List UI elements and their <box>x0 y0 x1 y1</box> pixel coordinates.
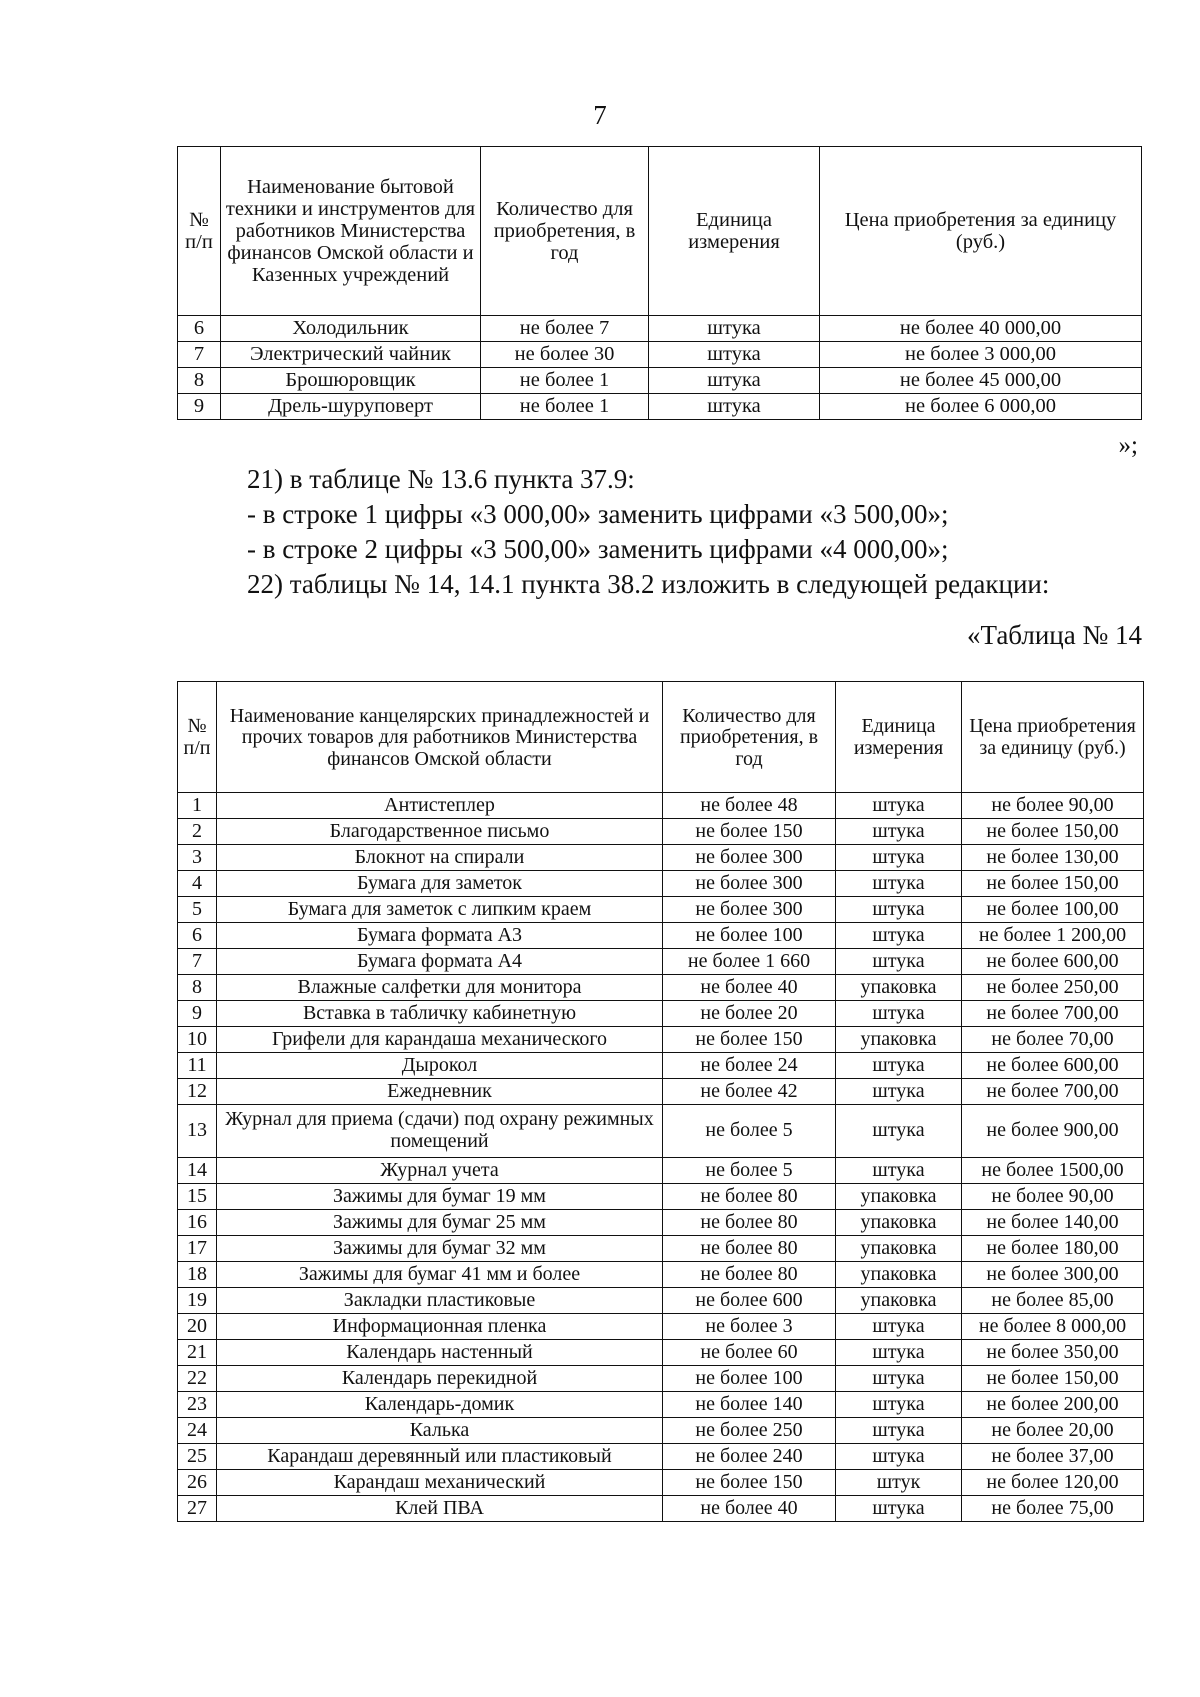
item-name-cell: Влажные салфетки для монитора <box>217 975 663 1001</box>
item-name-cell: Журнал учета <box>217 1158 663 1184</box>
row-number-cell: 11 <box>178 1053 217 1079</box>
table-row <box>178 1079 1144 1105</box>
row-number-cell: 5 <box>178 897 217 923</box>
page-number: 7 <box>593 100 607 130</box>
unit-cell: штука <box>836 1314 962 1340</box>
item-name-cell: Дырокол <box>217 1053 663 1079</box>
unit-cell: штука <box>836 1418 962 1444</box>
price-cell: не более 600,00 <box>962 1053 1144 1079</box>
quantity-cell: не более 150 <box>663 1470 836 1496</box>
unit-cell: штука <box>836 1496 962 1522</box>
column-header: № п/п <box>178 147 221 316</box>
table-row <box>178 1184 1144 1210</box>
quantity-cell: не более 5 <box>663 1105 836 1158</box>
price-cell: не более 700,00 <box>962 1079 1144 1105</box>
price-cell: не более 700,00 <box>962 1001 1144 1027</box>
unit-cell: штука <box>649 394 820 420</box>
row-number-cell: 7 <box>178 949 217 975</box>
row-number-cell: 27 <box>178 1496 217 1522</box>
unit-cell: штука <box>836 1366 962 1392</box>
row-number-cell: 1 <box>178 793 217 819</box>
price-cell: не более 6 000,00 <box>820 394 1142 420</box>
quantity-cell: не более 48 <box>663 793 836 819</box>
item-name-cell: Зажимы для бумаг 25 мм <box>217 1210 663 1236</box>
row-number-cell: 25 <box>178 1444 217 1470</box>
table-row <box>178 1105 1144 1158</box>
table-row <box>178 1236 1144 1262</box>
unit-cell: штука <box>836 1444 962 1470</box>
quantity-cell: не более 80 <box>663 1184 836 1210</box>
table-row <box>178 923 1144 949</box>
table-row <box>178 1340 1144 1366</box>
item-name-cell: Журнал для приема (сдачи) под охрану режимных помещений <box>217 1105 663 1158</box>
item-name-cell: Календарь перекидной <box>217 1366 663 1392</box>
item-name-cell: Вставка в табличку кабинетную <box>217 1001 663 1027</box>
quantity-cell: не более 20 <box>663 1001 836 1027</box>
row-number-cell: 8 <box>178 368 221 394</box>
unit-cell: штука <box>836 1053 962 1079</box>
household-appliances-table <box>177 146 1142 420</box>
office-supplies-table <box>177 681 1144 1522</box>
unit-cell: штука <box>836 1105 962 1158</box>
row-number-cell: 7 <box>178 342 221 368</box>
table-caption: «Таблица № 14 <box>967 620 1142 650</box>
item-name-cell: Холодильник <box>221 316 481 342</box>
table-row <box>178 316 1142 342</box>
item-name-cell: Календарь-домик <box>217 1392 663 1418</box>
table-row <box>178 845 1144 871</box>
quantity-cell: не более 24 <box>663 1053 836 1079</box>
column-header: Количество для приобретения, в год <box>481 147 649 316</box>
table-row <box>178 1158 1144 1184</box>
unit-cell: упаковка <box>836 1262 962 1288</box>
item-name-cell: Грифели для карандаша механического <box>217 1027 663 1053</box>
price-cell: не более 150,00 <box>962 819 1144 845</box>
price-cell: не более 180,00 <box>962 1236 1144 1262</box>
item-name-cell: Бумага формата А4 <box>217 949 663 975</box>
unit-cell: штука <box>836 1340 962 1366</box>
item-name-cell: Электрический чайник <box>221 342 481 368</box>
quantity-cell: не более 600 <box>663 1288 836 1314</box>
quantity-cell: не более 100 <box>663 923 836 949</box>
row-number-cell: 6 <box>178 923 217 949</box>
price-cell: не более 70,00 <box>962 1027 1144 1053</box>
table-row <box>178 1496 1144 1522</box>
price-cell: не более 20,00 <box>962 1418 1144 1444</box>
quantity-cell: не более 40 <box>663 975 836 1001</box>
quantity-cell: не более 150 <box>663 1027 836 1053</box>
item-name-cell: Брошюровщик <box>221 368 481 394</box>
price-cell: не более 1 200,00 <box>962 923 1144 949</box>
table-row <box>178 793 1144 819</box>
table-row <box>178 871 1144 897</box>
row-number-cell: 2 <box>178 819 217 845</box>
amendment-text <box>247 462 1049 602</box>
row-number-cell: 6 <box>178 316 221 342</box>
table-row <box>178 1418 1144 1444</box>
table-row <box>178 897 1144 923</box>
item-name-cell: Зажимы для бумаг 32 мм <box>217 1236 663 1262</box>
table-row <box>178 368 1142 394</box>
item-name-cell: Дрель-шуруповерт <box>221 394 481 420</box>
unit-cell: штука <box>836 949 962 975</box>
item-name-cell: Блокнот на спирали <box>217 845 663 871</box>
unit-cell: штука <box>836 1392 962 1418</box>
unit-cell: упаковка <box>836 1184 962 1210</box>
row-number-cell: 23 <box>178 1392 217 1418</box>
price-cell: не более 1500,00 <box>962 1158 1144 1184</box>
column-header: Цена приобретения за единицу (руб.) <box>820 147 1142 316</box>
unit-cell: упаковка <box>836 1288 962 1314</box>
table-row <box>178 949 1144 975</box>
row-number-cell: 21 <box>178 1340 217 1366</box>
table-row <box>178 1027 1144 1053</box>
paragraph: 21) в таблице № 13.6 пункта 37.9: <box>247 464 635 494</box>
table-row <box>178 1210 1144 1236</box>
row-number-cell: 20 <box>178 1314 217 1340</box>
price-cell: не более 600,00 <box>962 949 1144 975</box>
item-name-cell: Календарь настенный <box>217 1340 663 1366</box>
price-cell: не более 90,00 <box>962 793 1144 819</box>
row-number-cell: 14 <box>178 1158 217 1184</box>
table-row <box>178 1001 1144 1027</box>
unit-cell: штука <box>649 342 820 368</box>
row-number-cell: 8 <box>178 975 217 1001</box>
paragraph: - в строке 1 цифры «3 000,00» заменить цифрами «3 500,00»; <box>247 499 949 529</box>
unit-cell: штука <box>836 923 962 949</box>
table-row <box>178 1288 1144 1314</box>
row-number-cell: 18 <box>178 1262 217 1288</box>
row-number-cell: 22 <box>178 1366 217 1392</box>
price-cell: не более 140,00 <box>962 1210 1144 1236</box>
table-row <box>178 1444 1144 1470</box>
item-name-cell: Закладки пластиковые <box>217 1288 663 1314</box>
table-row <box>178 819 1144 845</box>
price-cell: не более 45 000,00 <box>820 368 1142 394</box>
price-cell: не более 90,00 <box>962 1184 1144 1210</box>
column-header: Единица измерения <box>836 682 962 793</box>
unit-cell: штука <box>836 793 962 819</box>
quantity-cell: не более 80 <box>663 1262 836 1288</box>
unit-cell: упаковка <box>836 1236 962 1262</box>
row-number-cell: 3 <box>178 845 217 871</box>
price-cell: не более 250,00 <box>962 975 1144 1001</box>
price-cell: не более 350,00 <box>962 1340 1144 1366</box>
table-row <box>178 975 1144 1001</box>
table-row <box>178 1262 1144 1288</box>
table-row <box>178 342 1142 368</box>
price-cell: не более 300,00 <box>962 1262 1144 1288</box>
row-number-cell: 15 <box>178 1184 217 1210</box>
unit-cell: штука <box>836 819 962 845</box>
item-name-cell: Калька <box>217 1418 663 1444</box>
table-row <box>178 1366 1144 1392</box>
row-number-cell: 12 <box>178 1079 217 1105</box>
price-cell: не более 75,00 <box>962 1496 1144 1522</box>
item-name-cell: Клей ПВА <box>217 1496 663 1522</box>
price-cell: не более 3 000,00 <box>820 342 1142 368</box>
row-number-cell: 4 <box>178 871 217 897</box>
row-number-cell: 16 <box>178 1210 217 1236</box>
row-number-cell: 9 <box>178 394 221 420</box>
item-name-cell: Карандаш деревянный или пластиковый <box>217 1444 663 1470</box>
row-number-cell: 24 <box>178 1418 217 1444</box>
table-row <box>178 394 1142 420</box>
row-number-cell: 13 <box>178 1105 217 1158</box>
row-number-cell: 9 <box>178 1001 217 1027</box>
item-name-cell: Карандаш механический <box>217 1470 663 1496</box>
quantity-cell: не более 100 <box>663 1366 836 1392</box>
item-name-cell: Благодарственное письмо <box>217 819 663 845</box>
price-cell: не более 150,00 <box>962 871 1144 897</box>
table-row <box>178 1314 1144 1340</box>
column-header: Единица измерения <box>649 147 820 316</box>
price-cell: не более 100,00 <box>962 897 1144 923</box>
price-cell: не более 120,00 <box>962 1470 1144 1496</box>
table-header-row <box>178 147 1142 316</box>
price-cell: не более 130,00 <box>962 845 1144 871</box>
unit-cell: штука <box>836 845 962 871</box>
unit-cell: штука <box>836 1079 962 1105</box>
table-row <box>178 1470 1144 1496</box>
unit-cell: штука <box>836 897 962 923</box>
item-name-cell: Ежедневник <box>217 1079 663 1105</box>
price-cell: не более 37,00 <box>962 1444 1144 1470</box>
row-number-cell: 17 <box>178 1236 217 1262</box>
paragraph: 22) таблицы № 14, 14.1 пункта 38.2 изложить в следующей редакции: <box>247 569 1050 599</box>
quantity-cell: не более 7 <box>481 316 649 342</box>
item-name-cell: Бумага для заметок с липким краем <box>217 897 663 923</box>
unit-cell: штука <box>836 1158 962 1184</box>
quantity-cell: не более 250 <box>663 1418 836 1444</box>
quantity-cell: не более 1 660 <box>663 949 836 975</box>
quantity-cell: не более 30 <box>481 342 649 368</box>
closing-quote: »; <box>1118 432 1138 459</box>
unit-cell: штука <box>649 316 820 342</box>
quantity-cell: не более 300 <box>663 871 836 897</box>
item-name-cell: Информационная пленка <box>217 1314 663 1340</box>
quantity-cell: не более 140 <box>663 1392 836 1418</box>
unit-cell: штука <box>836 1001 962 1027</box>
table-row <box>178 1053 1144 1079</box>
price-cell: не более 150,00 <box>962 1366 1144 1392</box>
row-number-cell: 19 <box>178 1288 217 1314</box>
column-header: Цена приобретения за единицу (руб.) <box>962 682 1144 793</box>
quantity-cell: не более 5 <box>663 1158 836 1184</box>
paragraph: - в строке 2 цифры «3 500,00» заменить цифрами «4 000,00»; <box>247 534 949 564</box>
unit-cell: штука <box>836 871 962 897</box>
column-header: Наименование бытовой техники и инструментов для работников Министерства финансов Омской области и Казенных учреждений <box>221 147 481 316</box>
quantity-cell: не более 1 <box>481 394 649 420</box>
price-cell: не более 900,00 <box>962 1105 1144 1158</box>
unit-cell: штука <box>649 368 820 394</box>
unit-cell: упаковка <box>836 1027 962 1053</box>
quantity-cell: не более 1 <box>481 368 649 394</box>
unit-cell: упаковка <box>836 1210 962 1236</box>
table-header-row <box>178 682 1144 793</box>
item-name-cell: Зажимы для бумаг 41 мм и более <box>217 1262 663 1288</box>
row-number-cell: 10 <box>178 1027 217 1053</box>
price-cell: не более 40 000,00 <box>820 316 1142 342</box>
row-number-cell: 26 <box>178 1470 217 1496</box>
item-name-cell: Бумага для заметок <box>217 871 663 897</box>
quantity-cell: не более 150 <box>663 819 836 845</box>
price-cell: не более 200,00 <box>962 1392 1144 1418</box>
column-header: Количество для приобретения, в год <box>663 682 836 793</box>
price-cell: не более 8 000,00 <box>962 1314 1144 1340</box>
unit-cell: упаковка <box>836 975 962 1001</box>
quantity-cell: не более 300 <box>663 897 836 923</box>
column-header: Наименование канцелярских принадлежностей и прочих товаров для работников Министерства финансов Омской области <box>217 682 663 793</box>
quantity-cell: не более 300 <box>663 845 836 871</box>
quantity-cell: не более 240 <box>663 1444 836 1470</box>
column-header: № п/п <box>178 682 217 793</box>
unit-cell: штук <box>836 1470 962 1496</box>
quantity-cell: не более 60 <box>663 1340 836 1366</box>
table-row <box>178 1392 1144 1418</box>
quantity-cell: не более 42 <box>663 1079 836 1105</box>
quantity-cell: не более 80 <box>663 1210 836 1236</box>
quantity-cell: не более 40 <box>663 1496 836 1522</box>
item-name-cell: Бумага формата А3 <box>217 923 663 949</box>
item-name-cell: Зажимы для бумаг 19 мм <box>217 1184 663 1210</box>
quantity-cell: не более 80 <box>663 1236 836 1262</box>
item-name-cell: Антистеплер <box>217 793 663 819</box>
quantity-cell: не более 3 <box>663 1314 836 1340</box>
price-cell: не более 85,00 <box>962 1288 1144 1314</box>
